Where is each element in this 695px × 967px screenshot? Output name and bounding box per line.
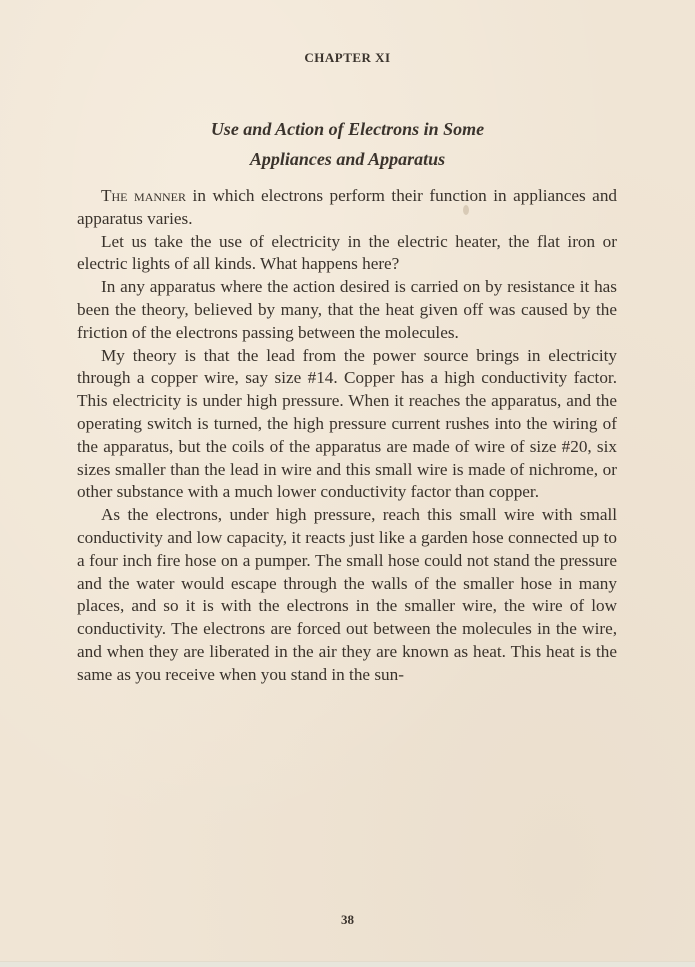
chapter-title [0,114,695,174]
chapter-title-line-1: Use and Action of Electrons in Some [210,119,485,139]
paragraph-1 [77,185,617,231]
paragraph-2: Let us take the use of electricity in the electric heater, the flat iron or electric lights of all kinds. What happens here? [77,231,617,274]
paragraph-lead-smallcaps: The manner [101,186,187,205]
paragraph-3: In any apparatus where the action desired is carried on by resistance it has been the theory, believed by many, that the heat given off was caused by the friction of the electrons passing between the molecules. [77,277,617,342]
body-text [77,185,617,687]
chapter-label: CHAPTER XI [304,50,391,65]
page-number: 38 [341,912,354,927]
chapter-title-line-2: Appliances and Apparatus [249,149,446,169]
page-bottom-edge [0,961,695,967]
paragraph-1-text: in which electrons perform their function in appliances and apparatus varies. [77,186,618,228]
paragraph-5: As the electrons, under high pressure, reach this small wire with small conductivity and low capacity, it reacts just like a garden hose connected up to a four inch fire hose on a pumper. The small hose could not stand the pressure and the water would escape through the walls of the smaller hose in many places, and so it is with the electrons in the smaller wire, the wire of low conductivity. The electrons are forced out between the molecules in the wire, and when they are liberated in the air they are known as heat. This heat is the same as you receive when you stand in the sun- [77,505,617,684]
paragraph-4: My theory is that the lead from the power source brings in electricity through a copper wire, say size #14. Copper has a high conductivity factor. This electricity is under high pressure. When it reaches the apparatus, and the operating switch is turned, the high pressure current rushes into the wiring of the apparatus, but the coils of the apparatus are made of wire of size #20, six sizes smaller than the lead in wire and this small wire is made of nichrome, or other substance with a much lower conductivity factor than copper. [77,345,617,502]
